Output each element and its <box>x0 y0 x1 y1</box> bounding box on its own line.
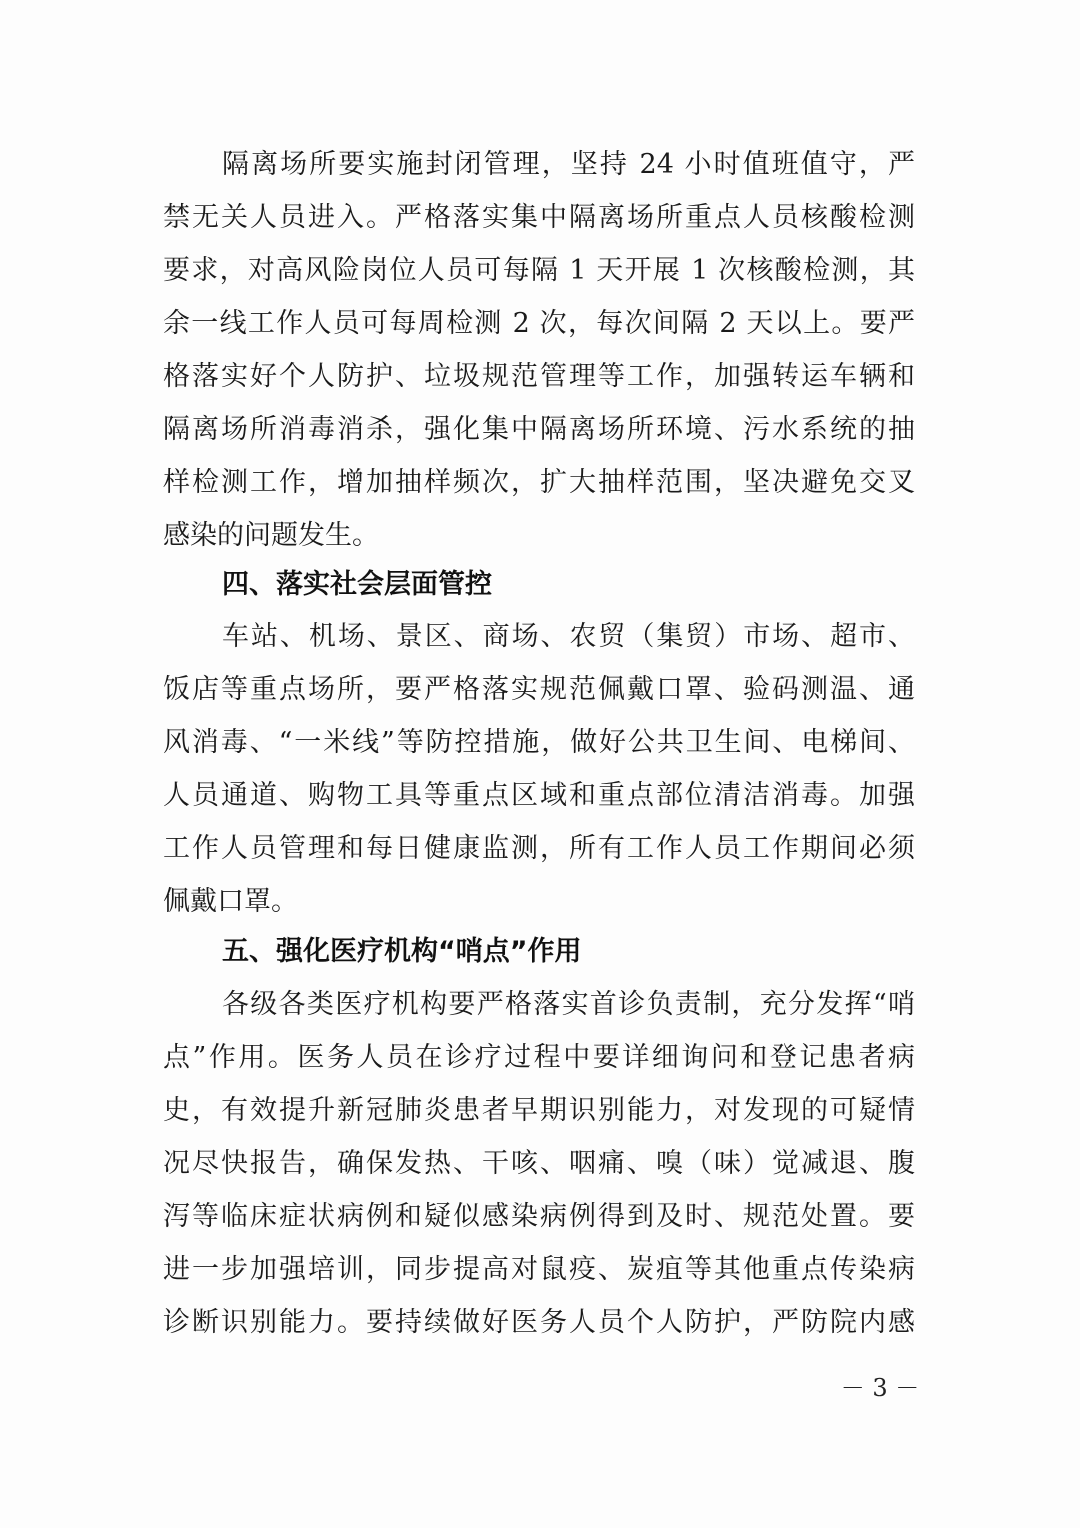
paragraph-line: 余一线工作人员可每周检测 2 次，每次间隔 2 天以上。要严 <box>163 308 915 339</box>
paragraph-line: 样检测工作，增加抽样频次，扩大抽样范围，坚决避免交叉 <box>163 467 915 498</box>
paragraph-line: 车站、机场、景区、商场、农贸（集贸）市场、超市、 <box>222 621 915 652</box>
paragraph-line: 史，有效提升新冠肺炎患者早期识别能力，对发现的可疑情 <box>163 1095 915 1126</box>
paragraph-line: 风消毒、“一米线”等防控措施，做好公共卫生间、电梯间、 <box>163 727 915 758</box>
paragraph-line: 饭店等重点场所，要严格落实规范佩戴口罩、验码测温、通 <box>163 674 915 705</box>
paragraph-line: 点”作用。医务人员在诊疗过程中要详细询问和登记患者病 <box>163 1042 915 1073</box>
section-heading: 四、落实社会层面管控 <box>222 569 492 600</box>
page-number: － 3 － <box>840 1374 920 1402</box>
paragraph-line: 隔离场所要实施封闭管理，坚持 24 小时值班值守，严 <box>222 149 915 180</box>
paragraph-line: 佩戴口罩。 <box>163 886 298 917</box>
paragraph-line: 工作人员管理和每日健康监测，所有工作人员工作期间必须 <box>163 833 915 864</box>
paragraph-line: 禁无关人员进入。严格落实集中隔离场所重点人员核酸检测 <box>163 202 915 233</box>
paragraph-line: 人员通道、购物工具等重点区域和重点部位清洁消毒。加强 <box>163 780 915 811</box>
paragraph-line: 格落实好个人防护、垃圾规范管理等工作，加强转运车辆和 <box>163 361 915 392</box>
section-heading: 五、强化医疗机构“哨点”作用 <box>222 936 582 967</box>
paragraph-line: 感染的问题发生。 <box>163 520 379 551</box>
paragraph-line: 各级各类医疗机构要严格落实首诊负责制，充分发挥“哨 <box>222 989 915 1020</box>
paragraph-line: 诊断识别能力。要持续做好医务人员个人防护，严防院内感 <box>163 1307 915 1338</box>
paragraph-line: 况尽快报告，确保发热、干咳、咽痛、嗅（味）觉减退、腹 <box>163 1148 915 1179</box>
paragraph-line: 进一步加强培训，同步提高对鼠疫、炭疽等其他重点传染病 <box>163 1254 915 1285</box>
paragraph-line: 隔离场所消毒消杀，强化集中隔离场所环境、污水系统的抽 <box>163 414 915 445</box>
paragraph-line: 要求，对高风险岗位人员可每隔 1 天开展 1 次核酸检测，其 <box>163 255 915 286</box>
paragraph-line: 泻等临床症状病例和疑似感染病例得到及时、规范处置。要 <box>163 1201 915 1232</box>
